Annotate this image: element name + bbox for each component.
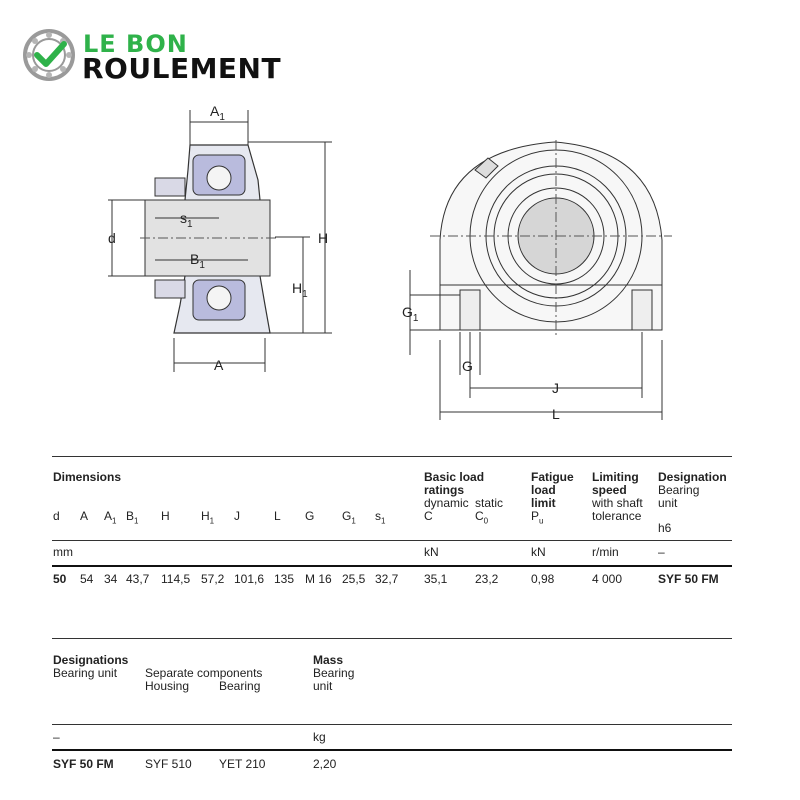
speed-header-3: with shaft (592, 496, 643, 510)
table2-unit-kg: kg (313, 730, 326, 744)
col-B1: $B_1$ (126, 509, 139, 526)
dynamic-label: dynamic (424, 496, 469, 510)
val-G1: 25,5 (342, 572, 366, 586)
label-A: A (214, 357, 224, 373)
val-s1: 32,7 (375, 572, 399, 586)
val-designation: SYF 50 FM (658, 572, 719, 586)
col-d: d (53, 509, 60, 523)
Pu-label: $P_u$ (531, 509, 544, 526)
label-H: H (318, 230, 329, 246)
unit-rpm: r/min (592, 545, 619, 559)
designation-header-3: unit (658, 496, 678, 510)
table1-top-rule (52, 456, 732, 457)
val-J: 101,6 (234, 572, 265, 586)
C-label: C (424, 509, 433, 523)
val-B1: 43,7 (126, 572, 150, 586)
val-Pu: 0,98 (531, 572, 555, 586)
table1-header-rule (52, 540, 732, 541)
fatigue-header-2: load (531, 483, 556, 497)
label-G: G (462, 358, 473, 374)
table2-unit-dash: – (53, 730, 60, 744)
table1-unit-rule (52, 565, 732, 567)
bearing-unit-header: Bearing unit (53, 666, 118, 680)
separate-components-header: Separate components (145, 666, 263, 680)
mass-header-3: unit (313, 679, 333, 693)
logo-text-line1: LE BON (83, 30, 188, 58)
designations-header: Designations (53, 653, 129, 667)
unit-kN-ratings: kN (424, 545, 439, 559)
row-bearing: YET 210 (219, 757, 266, 771)
designation-header-1: Designation (658, 470, 727, 484)
col-G1: $G_1$ (342, 509, 356, 526)
col-G: G (305, 509, 315, 523)
label-G1: $G_1$ (402, 304, 419, 324)
h6-label: h6 (658, 521, 672, 535)
mass-header: Mass (313, 653, 344, 667)
unit-mm: mm (53, 545, 73, 559)
table2-unit-rule (52, 749, 732, 751)
label-H1: $H_1$ (292, 280, 308, 300)
logo-text-line2: ROULEMENT (82, 52, 282, 85)
unit-dash: – (658, 545, 665, 559)
val-d: 50 (53, 572, 67, 586)
row-housing: SYF 510 (145, 757, 192, 771)
row-unit: SYF 50 FM (53, 757, 114, 771)
val-H: 114,5 (161, 572, 191, 586)
val-C: 35,1 (424, 572, 448, 586)
fatigue-header-1: Fatigue (531, 470, 574, 484)
speed-header-4: tolerance (592, 509, 642, 523)
col-s1: $s_1$ (375, 509, 386, 526)
col-H1: $H_1$ (201, 509, 215, 526)
fatigue-header-3: limit (531, 496, 556, 510)
val-speed: 4 000 (592, 572, 623, 586)
bearing-header: Bearing (219, 679, 261, 693)
col-A1: $A_1$ (104, 509, 117, 526)
speed-header-2: speed (592, 483, 627, 497)
ratings-header-1: Basic load (424, 470, 485, 484)
housing-header: Housing (145, 679, 190, 693)
unit-kN-fatigue: kN (531, 545, 546, 559)
val-A: 54 (80, 572, 94, 586)
val-A1: 34 (104, 572, 118, 586)
val-C0: 23,2 (475, 572, 499, 586)
val-H1: 57,2 (201, 572, 225, 586)
dimensions-header: Dimensions (53, 470, 122, 484)
static-label: static (475, 496, 504, 510)
mass-header-2: Bearing (313, 666, 355, 680)
label-A1: $A_1$ (210, 103, 225, 123)
designation-header-2: Bearing (658, 483, 700, 497)
col-H: H (161, 509, 170, 523)
label-d: d (108, 230, 116, 246)
side-view-drawing (100, 100, 340, 380)
row-mass: 2,20 (313, 757, 337, 771)
val-G: M 16 (305, 572, 332, 586)
C0-label: $C_0$ (475, 509, 489, 526)
label-s1: $s_1$ (180, 210, 193, 230)
front-view-drawing (400, 140, 690, 425)
val-L: 135 (274, 572, 295, 586)
col-J: J (234, 509, 240, 523)
speed-header-1: Limiting (592, 470, 639, 484)
col-A: A (80, 509, 89, 523)
table2-top-rule (52, 638, 732, 639)
label-L: L (552, 406, 560, 422)
label-J: J (552, 380, 559, 396)
ratings-header-2: ratings (424, 483, 465, 497)
col-L: L (274, 509, 281, 523)
label-B1: $B_1$ (190, 251, 205, 271)
logo-bearing-checkmark-icon (22, 28, 76, 82)
table2-header-rule (52, 724, 732, 725)
